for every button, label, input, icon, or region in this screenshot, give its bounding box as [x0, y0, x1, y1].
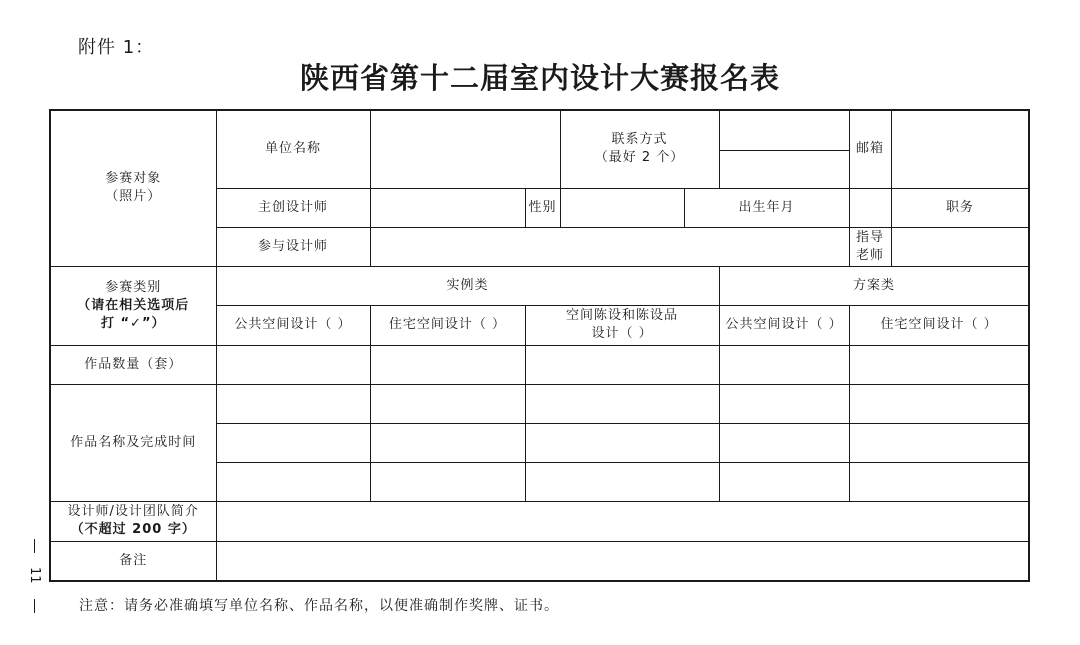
scheme-public-space-option[interactable]: 公共空间设计（ ） [719, 305, 849, 345]
works-name-cell[interactable] [216, 384, 370, 423]
position-label: 职务 [891, 188, 1029, 227]
page-number: 11 [27, 567, 42, 584]
remarks-label: 备注 [50, 541, 216, 581]
co-designer-field[interactable] [370, 227, 849, 266]
attachment-label: 附件 1： [78, 37, 155, 58]
works-name-cell[interactable] [849, 462, 1029, 501]
case-public-space-option[interactable]: 公共空间设计（ ） [216, 305, 370, 345]
participant-photo-label: 参赛对象 （照片） [50, 110, 216, 266]
works-name-cell[interactable] [849, 423, 1029, 462]
page-number-marker [24, 539, 46, 615]
row-team-intro [50, 501, 1029, 541]
works-name-cell[interactable] [849, 384, 1029, 423]
contact-label: 联系方式 （最好 2 个） [560, 110, 719, 188]
birth-field[interactable] [849, 188, 891, 227]
row-category-groups [50, 266, 1029, 305]
gender-label: 性别 [525, 188, 560, 227]
works-name-cell[interactable] [370, 384, 525, 423]
works-name-cell[interactable] [216, 423, 370, 462]
email-field[interactable] [891, 110, 1029, 188]
page-number-rule-top [34, 539, 35, 553]
team-intro-field[interactable] [216, 501, 1029, 541]
works-name-cell[interactable] [719, 423, 849, 462]
remarks-field[interactable] [216, 541, 1029, 581]
chief-designer-field[interactable] [370, 188, 525, 227]
row-works-name-1 [50, 384, 1029, 423]
page-number-rule-bottom [34, 599, 35, 613]
case-category-header: 实例类 [216, 266, 719, 305]
works-name-cell[interactable] [370, 462, 525, 501]
case-display-option[interactable]: 空间陈设和陈设品 设计（ ） [525, 305, 719, 345]
unit-name-field[interactable] [370, 110, 560, 188]
contact-field-2[interactable] [719, 150, 849, 188]
works-count-cell[interactable] [370, 345, 525, 384]
form-title: 陕西省第十二届室内设计大赛报名表 [299, 61, 780, 95]
works-name-cell[interactable] [719, 384, 849, 423]
advisor-label: 指导 老师 [849, 227, 891, 266]
gender-field[interactable] [560, 188, 684, 227]
unit-name-label: 单位名称 [216, 110, 370, 188]
email-label: 邮箱 [849, 110, 891, 188]
works-name-cell[interactable] [525, 462, 719, 501]
contact-field-1[interactable] [719, 110, 849, 150]
scheme-category-header: 方案类 [719, 266, 1029, 305]
row-remarks [50, 541, 1029, 581]
case-residential-option[interactable]: 住宅空间设计（ ） [370, 305, 525, 345]
works-name-cell[interactable] [370, 423, 525, 462]
row-works-count [50, 345, 1029, 384]
works-count-cell[interactable] [849, 345, 1029, 384]
chief-designer-label: 主创设计师 [216, 188, 370, 227]
row-unit [50, 110, 1029, 150]
footer-note: 注意：请务必准确填写单位名称、作品名称，以便准确制作奖牌、证书。 [79, 598, 559, 614]
advisor-field[interactable] [891, 227, 1029, 266]
category-label: 参赛类别 （请在相关选项后 打 “✓”） [50, 266, 216, 345]
scheme-residential-option[interactable]: 住宅空间设计（ ） [849, 305, 1029, 345]
registration-form-table [49, 109, 1030, 582]
works-count-cell[interactable] [216, 345, 370, 384]
works-name-label: 作品名称及完成时间 [50, 384, 216, 501]
works-name-cell[interactable] [525, 384, 719, 423]
birth-label: 出生年月 [684, 188, 849, 227]
works-name-cell[interactable] [719, 462, 849, 501]
co-designer-label: 参与设计师 [216, 227, 370, 266]
team-intro-label: 设计师/设计团队简介 （不超过 200 字） [50, 501, 216, 541]
works-name-cell[interactable] [525, 423, 719, 462]
works-count-label: 作品数量（套） [50, 345, 216, 384]
works-name-cell[interactable] [216, 462, 370, 501]
works-count-cell[interactable] [525, 345, 719, 384]
works-count-cell[interactable] [719, 345, 849, 384]
